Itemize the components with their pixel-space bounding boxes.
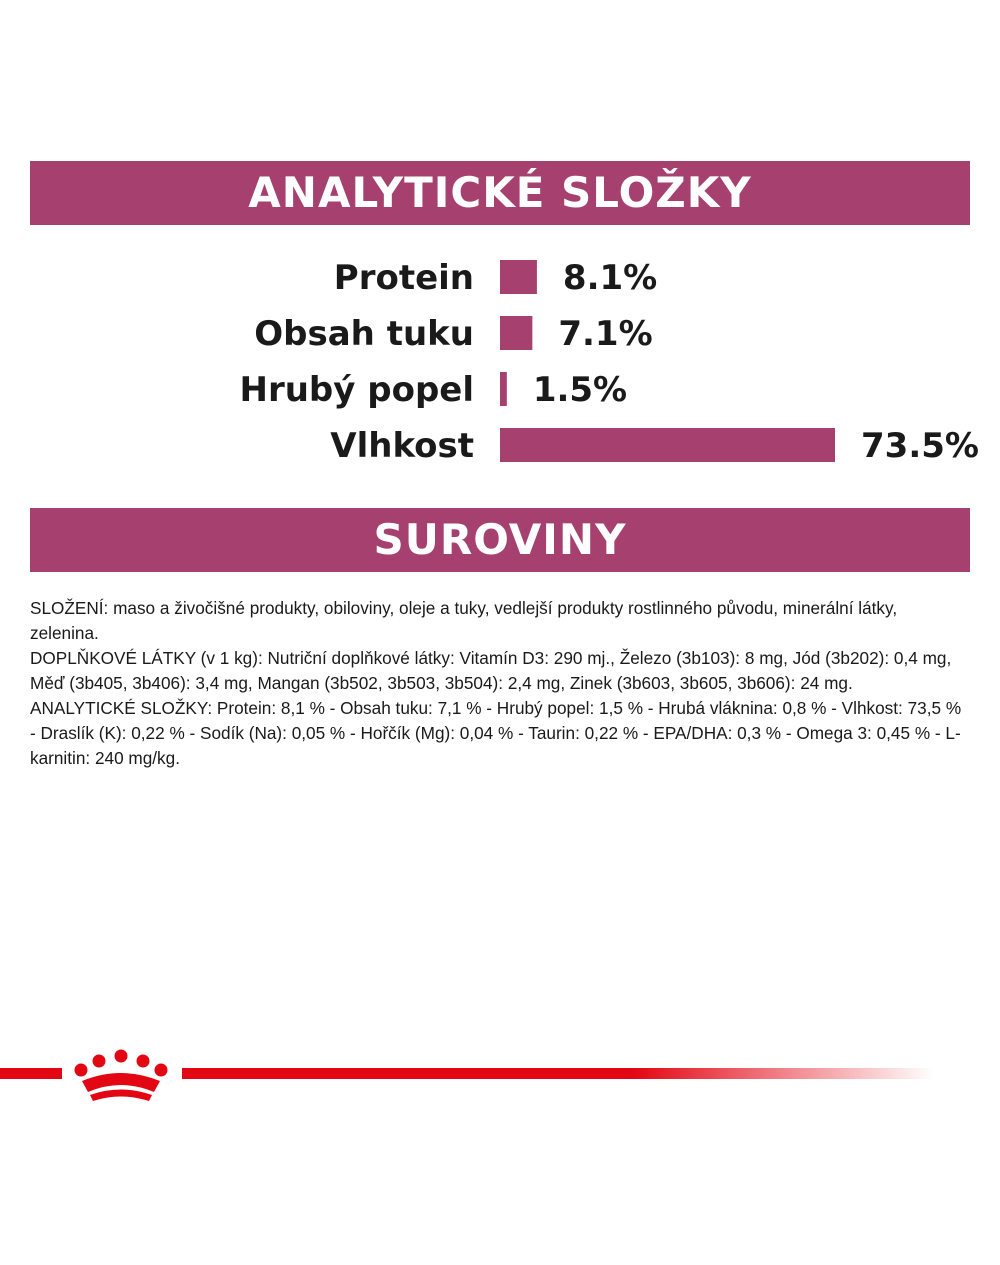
bar-protein [500, 260, 537, 294]
ingredients-text [30, 596, 970, 771]
additives-paragraph: DOPLŇKOVÉ LÁTKY (v 1 kg): Nutriční doplňkové látky: Vitamín D3: 290 mj., Železo (3b103): 8 mg, Jód (3b202): 0,4 mg, Měď (3b405, 3b406): 3,4 mg, Mangan (3b502, 3b503, 3b504): 2,4 mg, Zinek (3b603, 3b605, 3b606): 24 mg. [30, 648, 952, 693]
bar-obsah-tuku [500, 316, 532, 350]
analytic-paragraph: ANALYTICKÉ SLOŽKY: Protein: 8,1 % - Obsah tuku: 7,1 % - Hrubý popel: 1,5 % - Hrubá vláknina: 0,8 % - Vlhkost: 73,5 % - Draslík (K): 0,22 % - Sodík (Na): 0,05 % - Hořčík (Mg): 0,04 % - Taurin: 0,22 % - EPA/DHA: 0,3 % - Omega 3: 0,45 % - L-karnitin: 240 mg/kg. [30, 698, 962, 768]
category-label-vlhkost: Vlhkost [330, 426, 474, 466]
brand-footer [0, 1040, 1000, 1110]
bar-hruby-popel [500, 372, 507, 406]
category-label-hruby-popel: Hrubý popel [239, 370, 474, 410]
footer-line-left [0, 1068, 62, 1079]
footer-line-right [182, 1068, 934, 1079]
value-label-hruby-popel: 1.5% [532, 370, 628, 410]
value-label-obsah-tuku: 7.1% [558, 314, 653, 354]
category-label-obsah-tuku: Obsah tuku [254, 314, 474, 354]
category-label-protein: Protein [333, 258, 474, 298]
ingredients-heading: SUROVINY [30, 508, 970, 572]
value-label-protein: 8.1% [562, 258, 658, 298]
crown-icon [75, 1050, 168, 1102]
analytic-heading: ANALYTICKÉ SLOŽKY [30, 161, 970, 225]
analytic-bar-chart [0, 245, 1000, 475]
bar-vlhkost [500, 428, 835, 462]
composition-paragraph: SLOŽENÍ: maso a živočišné produkty, obiloviny, oleje a tuky, vedlejší produkty rostlinného původu, minerální látky, zelenina. [30, 598, 898, 643]
value-label-vlhkost: 73.5% [861, 426, 979, 466]
